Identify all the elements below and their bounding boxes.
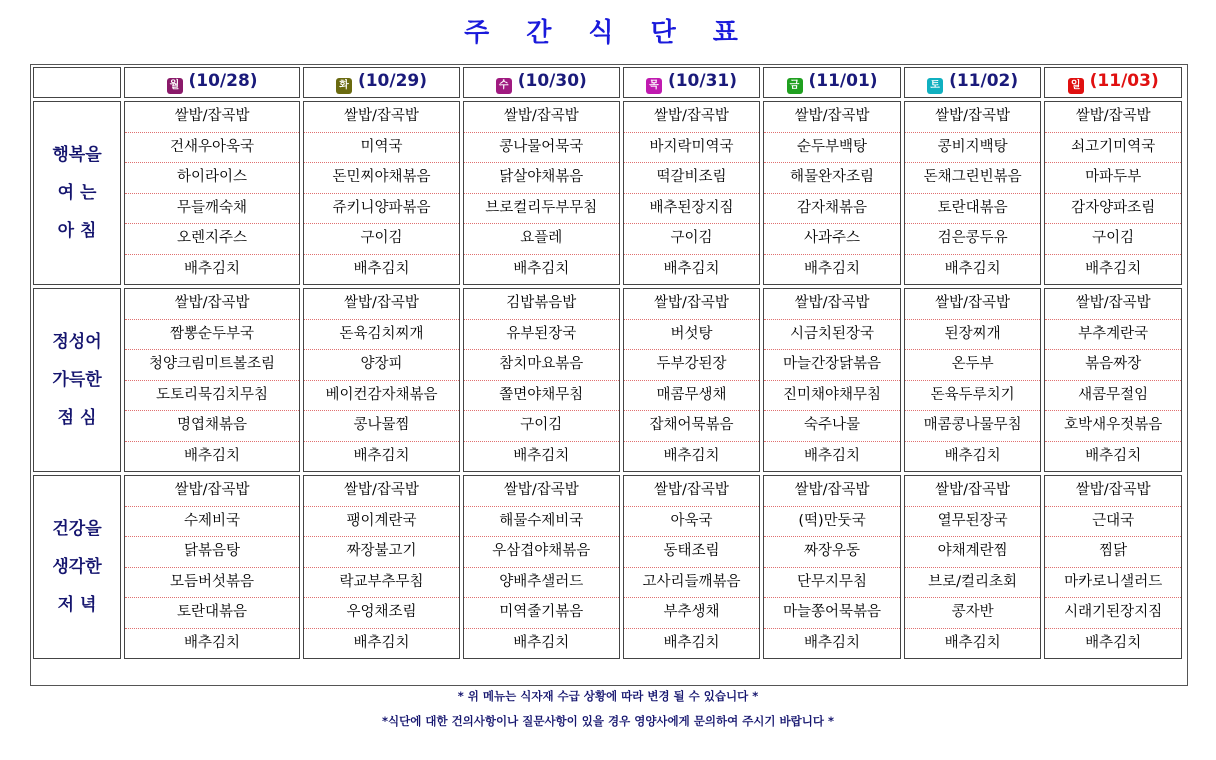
meal-row [33,101,1182,285]
day-date: (10/31) [667,71,737,91]
menu-item: 새콤무절임 [1045,381,1181,412]
menu-item: 쌀밥/잡곡밥 [764,476,900,507]
menu-item: 배추김치 [1085,260,1142,277]
menu-item: 무들깨숙채 [125,194,299,225]
menu-list [764,476,900,658]
menu-cell [463,475,620,659]
menu-item: 동태조림 [624,537,760,568]
menu-list [464,289,619,471]
menu-cell [124,288,300,472]
menu-item: 짜장우동 [764,537,900,568]
menu-item: 바지락미역국 [624,133,760,164]
menu-item: 배추김치 [353,634,410,651]
menu-item: 구이김 [464,411,619,442]
menu-item: 돈육김치찌개 [304,320,459,351]
day-header [463,67,620,98]
menu-cell [904,475,1042,659]
menu-cell [904,101,1042,285]
menu-item: 배추김치 [513,447,570,464]
menu-item: 쌀밥/잡곡밥 [905,289,1041,320]
menu-item: 고사리들깨볶음 [624,568,760,599]
menu-cell [463,288,620,472]
menu-list [624,476,760,658]
menu-item: 배추김치 [804,634,861,651]
menu-item: 닭볶음탕 [125,537,299,568]
menu-item: 돈민찌야채볶음 [304,163,459,194]
menu-item: 베이컨감자채볶음 [304,381,459,412]
menu-item: 쌀밥/잡곡밥 [905,476,1041,507]
menu-item: 배추김치 [1085,634,1142,651]
menu-list [125,476,299,658]
menu-item: 도토리묵김치무침 [125,381,299,412]
menu-item: 배추김치 [184,634,241,651]
header-corner [33,67,121,98]
menu-cell [623,288,761,472]
meal-label [33,101,121,285]
menu-item: 온두부 [905,350,1041,381]
menu-item: 배추김치 [184,447,241,464]
notice-inquiry: *식단에 대한 건의사항이나 질문사항이 있을 경우 영양사에게 문의하여 주시기 바랍니다 * [382,714,834,728]
menu-table [30,64,1185,662]
menu-item: 사과주스 [764,224,900,255]
menu-item: 쌀밥/잡곡밥 [125,476,299,507]
menu-item: 쌀밥/잡곡밥 [764,102,900,133]
meal-label-line: 가득한 [52,370,102,390]
menu-item: 쌀밥/잡곡밥 [464,102,619,133]
menu-item: 쌀밥/잡곡밥 [624,476,760,507]
menu-item: 콩나물어묵국 [464,133,619,164]
menu-item: 쌀밥/잡곡밥 [1045,476,1181,507]
menu-item: 아욱국 [624,507,760,538]
menu-item: 배추김치 [663,634,720,651]
menu-list [624,289,760,471]
menu-item: 부추생채 [624,598,760,629]
menu-item: 청양크림미트볼조림 [125,350,299,381]
menu-item: 쌀밥/잡곡밥 [304,476,459,507]
menu-item: 시래기된장지짐 [1045,598,1181,629]
day-header [623,67,761,98]
meal-body [33,101,1182,659]
menu-item: 락교부추무침 [304,568,459,599]
menu-list [304,476,459,658]
menu-item: 떡갈비조림 [624,163,760,194]
menu-list [905,289,1041,471]
menu-item: 쫄면야채무침 [464,381,619,412]
menu-list [1045,102,1181,284]
meal-label-line: 저 녁 [57,595,97,615]
menu-cell [303,101,460,285]
friday-icon: 금 [787,78,803,94]
menu-item: (떡)만둣국 [764,507,900,538]
menu-cell [1044,288,1182,472]
meal-label-line: 생각한 [52,557,102,577]
day-date: (11/02) [949,71,1019,91]
meal-label [33,475,121,659]
menu-item: 양배추샐러드 [464,568,619,599]
menu-list [764,102,900,284]
menu-item: 배추김치 [804,260,861,277]
day-header [1044,67,1182,98]
menu-cell [303,288,460,472]
menu-item: 콩나물찜 [304,411,459,442]
menu-item: 호박새우젓볶음 [1045,411,1181,442]
page-title: 주 간 식 단 표 [464,18,752,48]
meal-label-line: 점 심 [57,408,97,428]
menu-item: 쌀밥/잡곡밥 [125,102,299,133]
menu-item: 해물완자조림 [764,163,900,194]
menu-item: 쌀밥/잡곡밥 [1045,289,1181,320]
menu-item: 모듬버섯볶음 [125,568,299,599]
menu-item: 팽이계란국 [304,507,459,538]
menu-item: 김밥볶음밥 [464,289,619,320]
menu-item: 토란대볶음 [125,598,299,629]
menu-item: 유부된장국 [464,320,619,351]
menu-list [304,102,459,284]
tuesday-icon: 화 [336,78,352,94]
menu-item: 구이김 [624,224,760,255]
menu-item: 수제비국 [125,507,299,538]
menu-item: 돈채그린빈볶음 [905,163,1041,194]
menu-item: 쌀밥/잡곡밥 [764,289,900,320]
menu-item: 감자양파조림 [1045,194,1181,225]
menu-item: 배추김치 [944,634,1001,651]
menu-item: 진미채야채무침 [764,381,900,412]
menu-item: 단무지무침 [764,568,900,599]
menu-item: 배추김치 [184,260,241,277]
menu-item: 배추김치 [663,260,720,277]
menu-item: 요플레 [464,224,619,255]
meal-label-line: 아 침 [57,221,97,241]
menu-list [905,476,1041,658]
sunday-icon: 일 [1068,78,1084,94]
header-row [33,67,1182,98]
menu-item: 미역국 [304,133,459,164]
menu-item: 쌀밥/잡곡밥 [624,289,760,320]
menu-item: 브로컬리두부무침 [464,194,619,225]
menu-list [464,102,619,284]
menu-item: 시금치된장국 [764,320,900,351]
menu-item: 잡채어묵볶음 [624,411,760,442]
monday-icon: 월 [167,78,183,94]
menu-item: 건새우아욱국 [125,133,299,164]
menu-item: 콩비지백탕 [905,133,1041,164]
day-date: (11/01) [808,71,878,91]
menu-item: 마파두부 [1045,163,1181,194]
menu-item: 배추김치 [944,447,1001,464]
menu-item: 배추김치 [804,447,861,464]
menu-item: 쥬키니양파볶음 [304,194,459,225]
menu-item: 쌀밥/잡곡밥 [304,289,459,320]
menu-item: 쌀밥/잡곡밥 [624,102,760,133]
menu-item: 배추김치 [513,634,570,651]
notice-change: * 위 메뉴는 식자재 수급 상황에 따라 변경 될 수 있습니다 * [457,689,759,703]
menu-item: 짜장불고기 [304,537,459,568]
day-date: (11/03) [1089,71,1159,91]
meal-label-line: 건강을 [52,519,102,539]
menu-cell [124,475,300,659]
menu-item: 배추된장지짐 [624,194,760,225]
menu-item: 양장피 [304,350,459,381]
meal-row [33,288,1182,472]
menu-item: 짬뽕순두부국 [125,320,299,351]
menu-item: 오렌지주스 [125,224,299,255]
day-date: (10/30) [517,71,587,91]
menu-item: 쌀밥/잡곡밥 [905,102,1041,133]
menu-item: 매콤무생채 [624,381,760,412]
menu-item: 해물수제비국 [464,507,619,538]
meal-row [33,475,1182,659]
meal-label-line: 여 는 [57,183,97,203]
menu-item: 배추김치 [353,260,410,277]
menu-item: 찜닭 [1045,537,1181,568]
menu-item: 볶음짜장 [1045,350,1181,381]
menu-item: 야채계란찜 [905,537,1041,568]
meal-label [33,288,121,472]
menu-list [304,289,459,471]
menu-cell [763,288,901,472]
menu-cell [763,475,901,659]
menu-item: 우삼겹야채볶음 [464,537,619,568]
menu-cell [303,475,460,659]
menu-cell [124,101,300,285]
menu-list [905,102,1041,284]
menu-list [125,102,299,284]
menu-cell [463,101,620,285]
menu-item: 마카로니샐러드 [1045,568,1181,599]
menu-list [1045,476,1181,658]
menu-item: 참치마요볶음 [464,350,619,381]
menu-item: 구이김 [304,224,459,255]
day-header [763,67,901,98]
day-date: (10/28) [188,71,258,91]
menu-item: 브로/컬리초회 [905,568,1041,599]
menu-item: 배추김치 [663,447,720,464]
menu-item: 감자채볶음 [764,194,900,225]
day-header [904,67,1042,98]
menu-item: 토란대볶음 [905,194,1041,225]
menu-item: 두부강된장 [624,350,760,381]
menu-item: 배추김치 [353,447,410,464]
menu-item: 순두부백탕 [764,133,900,164]
menu-item: 명엽채볶음 [125,411,299,442]
menu-item: 미역줄기볶음 [464,598,619,629]
menu-item: 숙주나물 [764,411,900,442]
menu-item: 열무된장국 [905,507,1041,538]
meal-label-line: 정성어 [52,332,102,352]
menu-item: 닭살야채볶음 [464,163,619,194]
menu-item: 쌀밥/잡곡밥 [1045,102,1181,133]
saturday-icon: 토 [927,78,943,94]
day-header [303,67,460,98]
thursday-icon: 목 [646,78,662,94]
day-date: (10/29) [357,71,427,91]
wednesday-icon: 수 [496,78,512,94]
menu-item: 우엉채조림 [304,598,459,629]
menu-list [764,289,900,471]
menu-item: 하이라이스 [125,163,299,194]
menu-item: 쌀밥/잡곡밥 [464,476,619,507]
menu-item: 배추김치 [513,260,570,277]
menu-item: 근대국 [1045,507,1181,538]
menu-cell [623,475,761,659]
menu-item: 쌀밥/잡곡밥 [125,289,299,320]
menu-cell [904,288,1042,472]
menu-list [464,476,619,658]
menu-item: 마늘간장닭볶음 [764,350,900,381]
menu-item: 매콤콩나물무침 [905,411,1041,442]
menu-item: 배추김치 [944,260,1001,277]
menu-item: 쇠고기미역국 [1045,133,1181,164]
menu-item: 구이김 [1045,224,1181,255]
menu-list [125,289,299,471]
menu-item: 콩자반 [905,598,1041,629]
menu-item: 돈육두루치기 [905,381,1041,412]
menu-item: 검은콩두유 [905,224,1041,255]
menu-item: 배추김치 [1085,447,1142,464]
menu-cell [1044,101,1182,285]
menu-cell [623,101,761,285]
menu-item: 버섯탕 [624,320,760,351]
menu-item: 부추계란국 [1045,320,1181,351]
menu-item: 된장찌개 [905,320,1041,351]
day-header [124,67,300,98]
menu-cell [1044,475,1182,659]
menu-cell [763,101,901,285]
meal-label-line: 행복을 [52,145,102,165]
menu-list [1045,289,1181,471]
menu-item: 마늘쫑어묵볶음 [764,598,900,629]
menu-item: 쌀밥/잡곡밥 [304,102,459,133]
menu-list [624,102,760,284]
